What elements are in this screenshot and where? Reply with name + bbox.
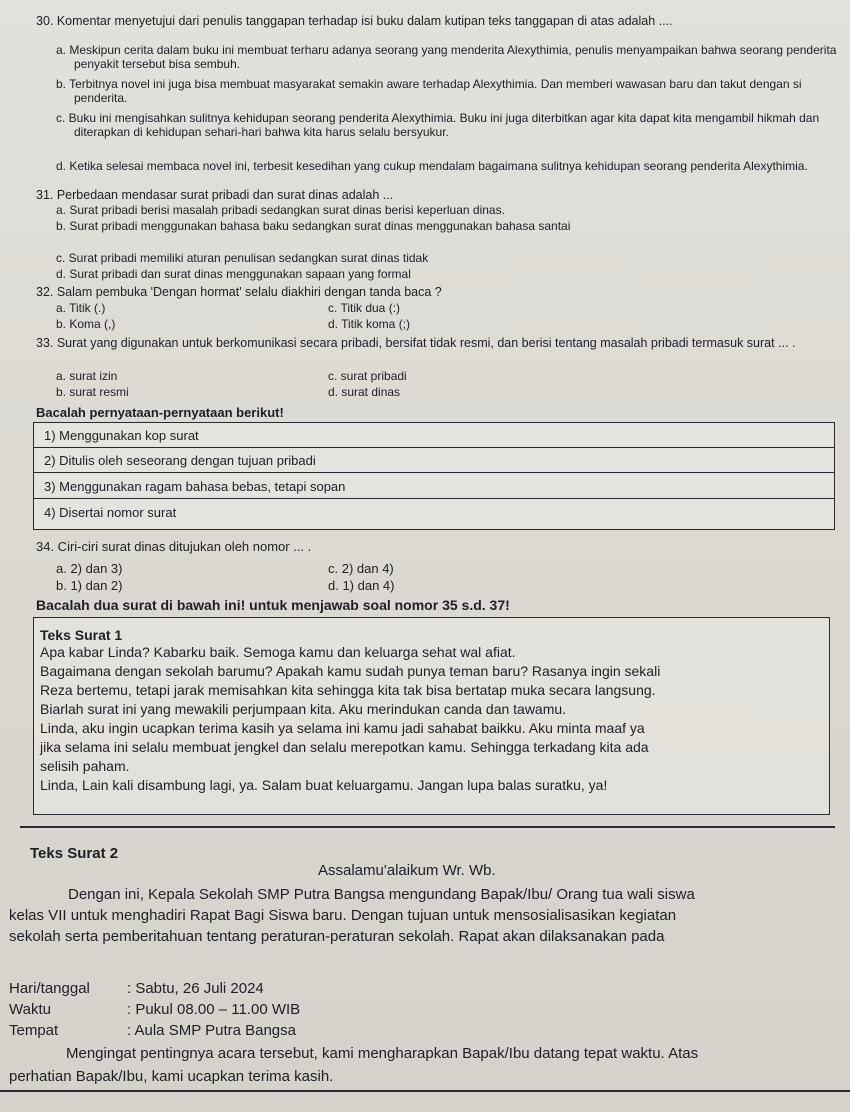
letter-1-line: Linda, aku ingin ucapkan terima kasih ya selama ini kamu jadi sahabat baikku. Aku minta maaf ya (40, 720, 645, 736)
question-34-option-d: d. 1) dan 4) (328, 578, 395, 593)
statements-heading: Bacalah pernyataan-pernyataan berikut! (36, 405, 284, 420)
question-33-option-b: b. surat resmi (56, 385, 129, 399)
letter-1-line: selisih paham. (40, 758, 130, 774)
question-31-stem: 31. Perbedaan mendasar surat pribadi dan surat dinas adalah ... (36, 188, 394, 202)
statement-item: 3) Menggunakan ragam bahasa bebas, tetapi sopan (34, 476, 834, 499)
question-33-option-c: c. surat pribadi (328, 369, 407, 383)
question-30-option-b: b. Terbitnya novel ini juga bisa membuat masyarakat semakin aware terhadap Alexythimia. Dan memberi wawasan baru dan takut dengan si penderita. (56, 77, 802, 105)
question-34-stem: 34. Ciri-ciri surat dinas ditujukan oleh nomor ... . (36, 539, 312, 554)
question-32-option-c: c. Titik dua (:) (328, 301, 401, 315)
letter-1-line: Linda, Lain kali disambung lagi, ya. Salam buat keluargamu. Jangan lupa balas suratku, ya! (40, 777, 608, 793)
question-33-option-a: a. surat izin (56, 369, 118, 383)
question-31-option-c: c. Surat pribadi memiliki aturan penulisan sedangkan surat dinas tidak (56, 251, 429, 265)
question-33-stem: 33. Surat yang digunakan untuk berkomunikasi secara pribadi, bersifat tidak resmi, dan berisi tentang masalah pribadi termasuk surat ... . (36, 336, 796, 350)
question-31-option-a: a. Surat pribadi berisi masalah pribadi sedangkan surat dinas berisi keperluan dinas. (56, 203, 505, 217)
letter-2-paragraph-line: sekolah serta pemberitahuan tentang peraturan-peraturan sekolah. Rapat akan dilaksanakan pada (9, 928, 665, 945)
question-34-option-a: a. 2) dan 3) (56, 561, 123, 576)
question-32-option-d: d. Titik koma (;) (328, 317, 411, 331)
statement-item: 2) Ditulis oleh seseorang dengan tujuan pribadi (34, 450, 834, 473)
question-30-option-c: c. Buku ini mengisahkan sulitnya kehidupan seorang penderita Alexythimia. Buku ini juga diterbitkan agar kita dapat kita mengambil hikmah dan diterapkan di kehidupan sehari-hari bahwa kita harus selalu bersyukur. (56, 111, 820, 139)
letter-2-greeting: Assalamu'alaikum Wr. Wb. (318, 862, 496, 879)
statements-box (33, 422, 835, 530)
letter-2-paragraph-line: Dengan ini, Kepala Sekolah SMP Putra Bangsa mengundang Bapak/Ibu/ Orang tua wali siswa (68, 886, 695, 903)
detail-value-time: : Pukul 08.00 – 11.00 WIB (127, 1001, 301, 1018)
letter-1-line: Bagaimana dengan sekolah barumu? Apakah kamu sudah punya teman baru? Rasanya ingin sekali (40, 663, 661, 679)
question-32-stem: 32. Salam pembuka 'Dengan hormat' selalu diakhiri dengan tanda baca ? (36, 285, 442, 299)
statement-item: 4) Disertai nomor surat (44, 505, 177, 520)
detail-value-place: : Aula SMP Putra Bangsa (127, 1022, 296, 1039)
detail-label-date: Hari/tanggal (9, 980, 90, 997)
detail-value-date: : Sabtu, 26 Juli 2024 (127, 980, 264, 997)
letter-1-line: Biarlah surat ini yang mewakili perjumpaan kita. Aku merindukan canda dan tawamu. (40, 701, 567, 717)
letter-2-top-border (20, 826, 835, 828)
question-34-option-c: c. 2) dan 4) (328, 561, 394, 576)
question-32-option-b: b. Koma (,) (56, 317, 116, 331)
statement-item: 1) Menggunakan kop surat (34, 425, 834, 448)
detail-label-time: Waktu (9, 1001, 51, 1018)
question-30-option-d: d. Ketika selesai membaca novel ini, terbesit kesedihan yang cukup mendalam bagaimana sulitnya kehidupan seorang penderita Alexythimia. (56, 159, 808, 173)
reading-instruction: Bacalah dua surat di bawah ini! untuk menjawab soal nomor 35 s.d. 37! (36, 597, 510, 613)
question-30-stem: 30. Komentar menyetujui dari penulis tanggapan terhadap isi buku dalam kutipan teks tanggapan di atas adalah .... (36, 14, 673, 28)
letter-1-line: Reza bertemu, tetapi jarak memisahkan kita sehingga kita tak bisa bertatap muka secara langsung. (40, 682, 656, 698)
letter-2-paragraph-line: kelas VII untuk menghadiri Rapat Bagi Siswa baru. Dengan tujuan untuk mensosialisasikan kegiatan (9, 907, 677, 924)
detail-label-place: Tempat (9, 1022, 59, 1039)
question-33-option-d: d. surat dinas (328, 385, 401, 399)
letter-2-closing-line: perhatian Bapak/Ibu, kami ucapkan terima kasih. (9, 1068, 334, 1085)
question-34-option-b: b. 1) dan 2) (56, 578, 123, 593)
letter-1-line: jika selama ini selalu membuat jengkel dan selalu merepotkan kamu. Sehingga terkadang kita ada (40, 739, 649, 755)
question-31-option-b: b. Surat pribadi menggunakan bahasa baku sedangkan surat dinas menggunakan bahasa santai (56, 219, 571, 233)
question-31-option-d: d. Surat pribadi dan surat dinas menggunakan sapaan yang formal (56, 267, 411, 281)
letter-2-bottom-border (0, 1090, 850, 1092)
letter-1-title: Teks Surat 1 (40, 627, 123, 643)
letter-2-closing-line: Mengingat pentingnya acara tersebut, kami mengharapkan Bapak/Ibu datang tepat waktu. Atas (66, 1045, 699, 1062)
letter-2-title: Teks Surat 2 (30, 845, 119, 862)
question-32-option-a: a. Titik (.) (56, 301, 106, 315)
question-30-option-a: a. Meskipun cerita dalam buku ini membuat terharu adanya seorang yang menderita Alexythimia, penulis menyampaikan bahwa seorang penderita penyakit tersebut bisa sembuh. (56, 43, 837, 71)
letter-1-box (33, 617, 830, 815)
letter-1-line: Apa kabar Linda? Kabarku baik. Semoga kamu dan keluarga sehat wal afiat. (40, 644, 516, 660)
question-30 (36, 14, 836, 28)
